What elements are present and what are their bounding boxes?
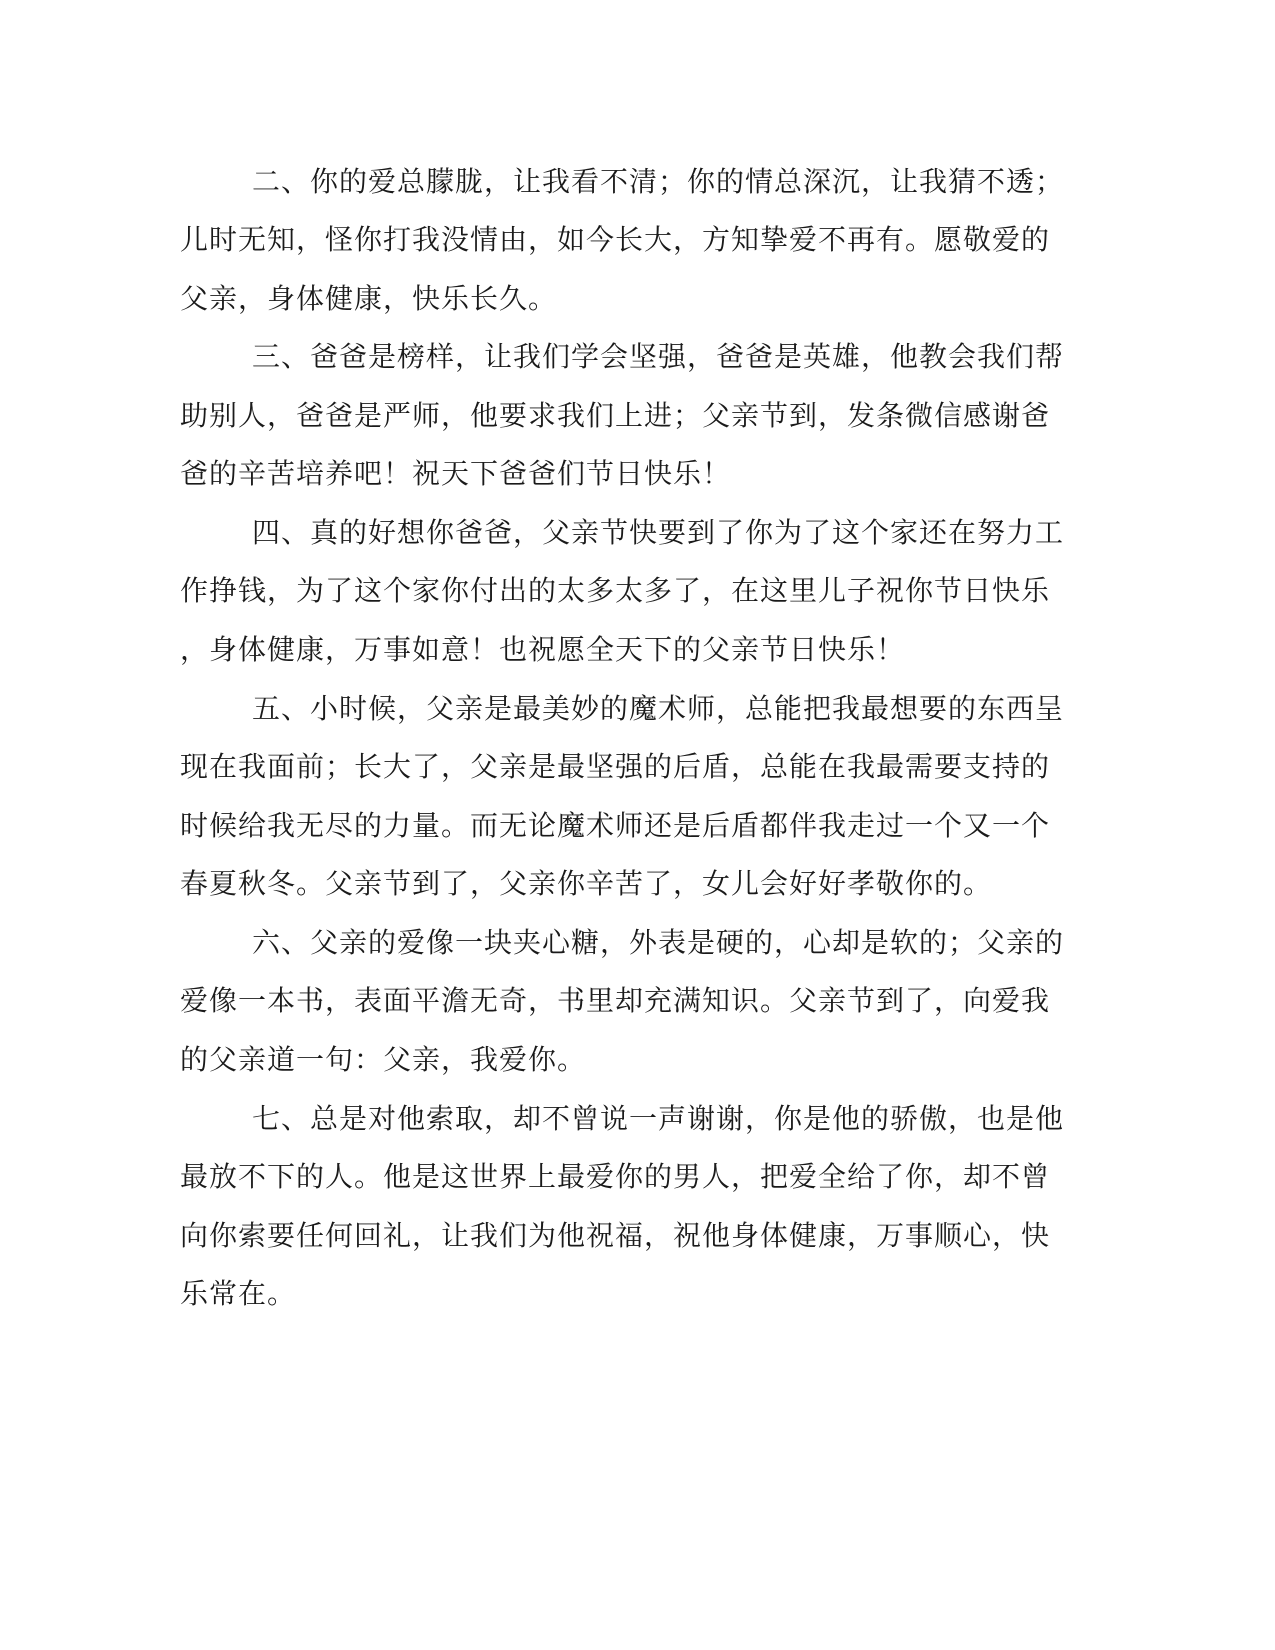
text-line: 的父亲道一句：父亲，我爱你。 [180, 1043, 587, 1076]
text-line: 七、总是对他索取，却不曾说一声谢谢，你是他的骄傲，也是他 [252, 1102, 1065, 1135]
text-line: 四、真的好想你爸爸，父亲节快要到了你为了这个家还在努力工 [252, 516, 1065, 549]
text-line: 时候给我无尽的力量。而无论魔术师还是后盾都伴我走过一个又一个 [180, 809, 1051, 842]
text-line: 现在我面前；长大了，父亲是最坚强的后盾，总能在我最需要支持的 [180, 750, 1051, 783]
text-line: 二、你的爱总朦胧，让我看不清；你的情总深沉，让我猜不透； [252, 165, 1065, 198]
text-line: 助别人，爸爸是严师，他要求我们上进；父亲节到，发条微信感谢爸 [180, 399, 1051, 432]
text-line: 父亲，身体健康，快乐长久。 [180, 282, 558, 315]
text-line: 作挣钱，为了这个家你付出的太多太多了，在这里儿子祝你节日快乐 [180, 574, 1051, 607]
text-line: 五、小时候，父亲是最美妙的魔术师，总能把我最想要的东西呈 [252, 692, 1065, 725]
text-line: 六、父亲的爱像一块夹心糖，外表是硬的，心却是软的；父亲的 [252, 926, 1065, 959]
text-line: ，身体健康，万事如意！也祝愿全天下的父亲节日快乐！ [180, 633, 906, 666]
text-line: 爸的辛苦培养吧！祝天下爸爸们节日快乐！ [180, 457, 732, 490]
text-line: 爱像一本书，表面平澹无奇，书里却充满知识。父亲节到了，向爱我 [180, 984, 1051, 1017]
text-line: 春夏秋冬。父亲节到了，父亲你辛苦了，女儿会好好孝敬你的。 [180, 867, 993, 900]
text-line: 乐常在。 [180, 1277, 297, 1310]
text-line: 最放不下的人。他是这世界上最爱你的男人，把爱全给了你，却不曾 [180, 1160, 1051, 1193]
text-line: 三、爸爸是榜样，让我们学会坚强，爸爸是英雄，他教会我们帮 [252, 340, 1065, 373]
text-line: 向你索要任何回礼，让我们为他祝福，祝他身体健康，万事顺心，快 [180, 1219, 1051, 1252]
text-line: 儿时无知，怪你打我没情由，如今长大，方知挚爱不再有。愿敬爱的 [180, 223, 1051, 256]
